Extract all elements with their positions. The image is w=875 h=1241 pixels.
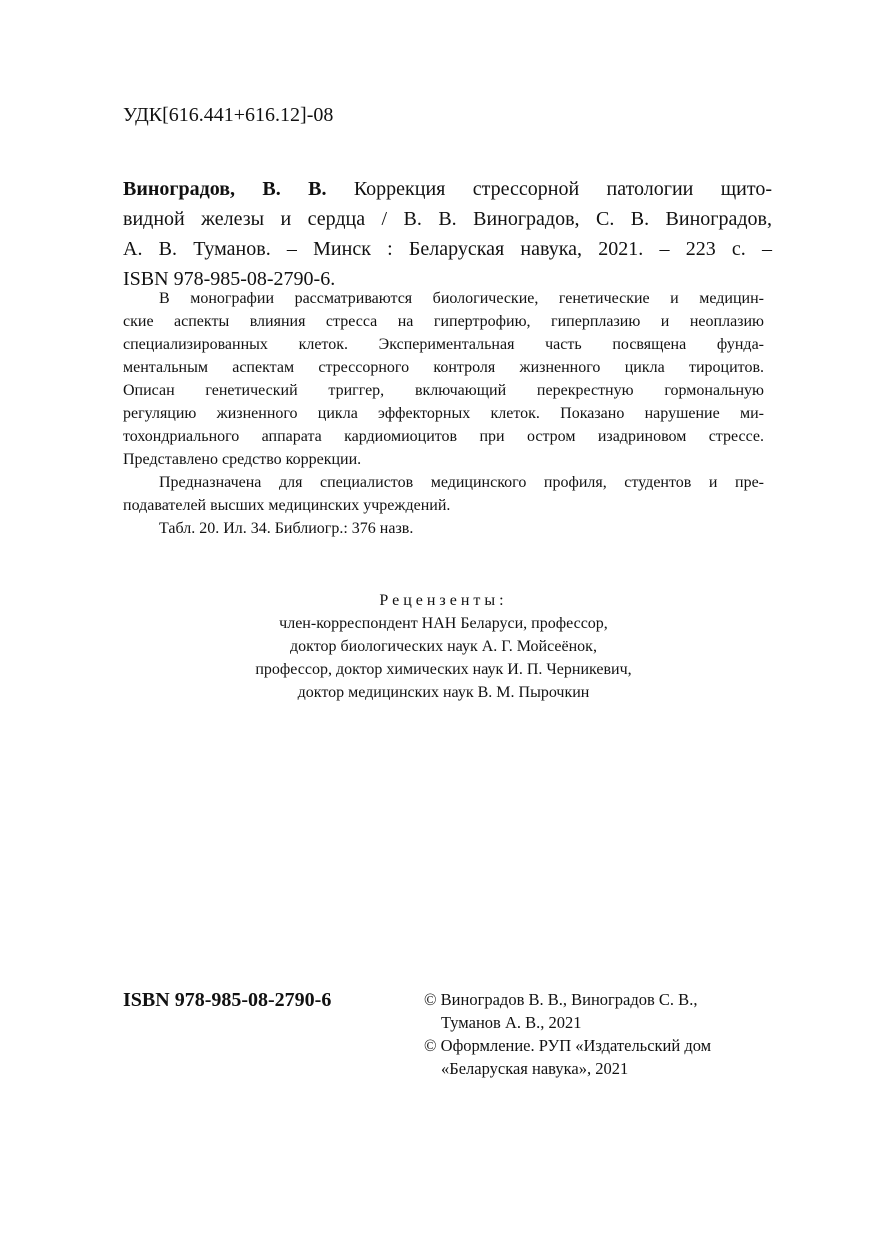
abstract-line: ские аспекты влияния стресса на гипертрофию, гиперплазию и неоплазию <box>123 313 764 330</box>
abstract-line: регуляцию жизненного цикла эффекторных клеток. Показано нарушение ми- <box>123 405 764 422</box>
reviewers <box>123 589 764 704</box>
reviewer-line: профессор, доктор химических наук И. П. Черникевич, <box>255 661 632 678</box>
abstract-line: тохондриального аппарата кардиомиоцитов при остром изадриновом стрессе. <box>123 428 764 445</box>
reviewer-line: доктор биологических наук А. Г. Мойсеёнок, <box>290 638 597 655</box>
copyright-block <box>424 988 784 1080</box>
abstract-line: Описан генетический триггер, включающий перекрестную гормональную <box>123 382 764 399</box>
abstract-line: Представлено средство коррекции. <box>123 451 362 468</box>
abstract-line: специализированных клеток. Экспериментальная часть посвящена фунда- <box>123 336 764 353</box>
audience-line: подавателей высших медицинских учреждений. <box>123 497 451 514</box>
biblio-line-3: А. В. Туманов. – Минск : Беларуская навука, 2021. – 223 с. – <box>123 238 772 260</box>
reviewers-heading: Рецензенты: <box>379 592 508 609</box>
biblio-line-2: видной железы и сердца / В. В. Виноградов, С. В. Виноградов, <box>123 208 772 230</box>
abstract <box>123 287 764 540</box>
biblio-line-4: ISBN 978-985-08-2790-6. <box>123 268 336 290</box>
bibliographic-entry <box>123 174 772 294</box>
udk-code: УДК[616.441+616.12]-08 <box>123 104 334 126</box>
copyright-line: © Оформление. РУП «Издательский дом <box>424 1036 712 1055</box>
copyright-line: Туманов А. В., 2021 <box>441 1013 582 1032</box>
reviewer-line: доктор медицинских наук В. М. Пырочкин <box>297 684 590 701</box>
audience-line: Предназначена для специалистов медицинского профиля, студентов и пре- <box>159 474 764 491</box>
abstract-line: ментальным аспектам стрессорного контроля жизненного цикла тироцитов. <box>123 359 764 376</box>
copyright-line: «Беларуская навука», 2021 <box>441 1059 629 1078</box>
reviewer-line: член-корреспондент НАН Беларуси, профессор, <box>279 615 608 632</box>
biblio-line-1 <box>123 174 772 204</box>
isbn: ISBN 978-985-08-2790-6 <box>123 989 332 1011</box>
stats-line: Табл. 20. Ил. 34. Библиогр.: 376 назв. <box>159 520 414 537</box>
abstract-line: В монографии рассматриваются биологические, генетические и медицин- <box>159 290 764 307</box>
author-name: Виноградов, В. В. <box>123 178 327 200</box>
title-start: Коррекция стрессорной патологии щито- <box>326 178 772 200</box>
copyright-line: © Виноградов В. В., Виноградов С. В., <box>424 990 698 1009</box>
